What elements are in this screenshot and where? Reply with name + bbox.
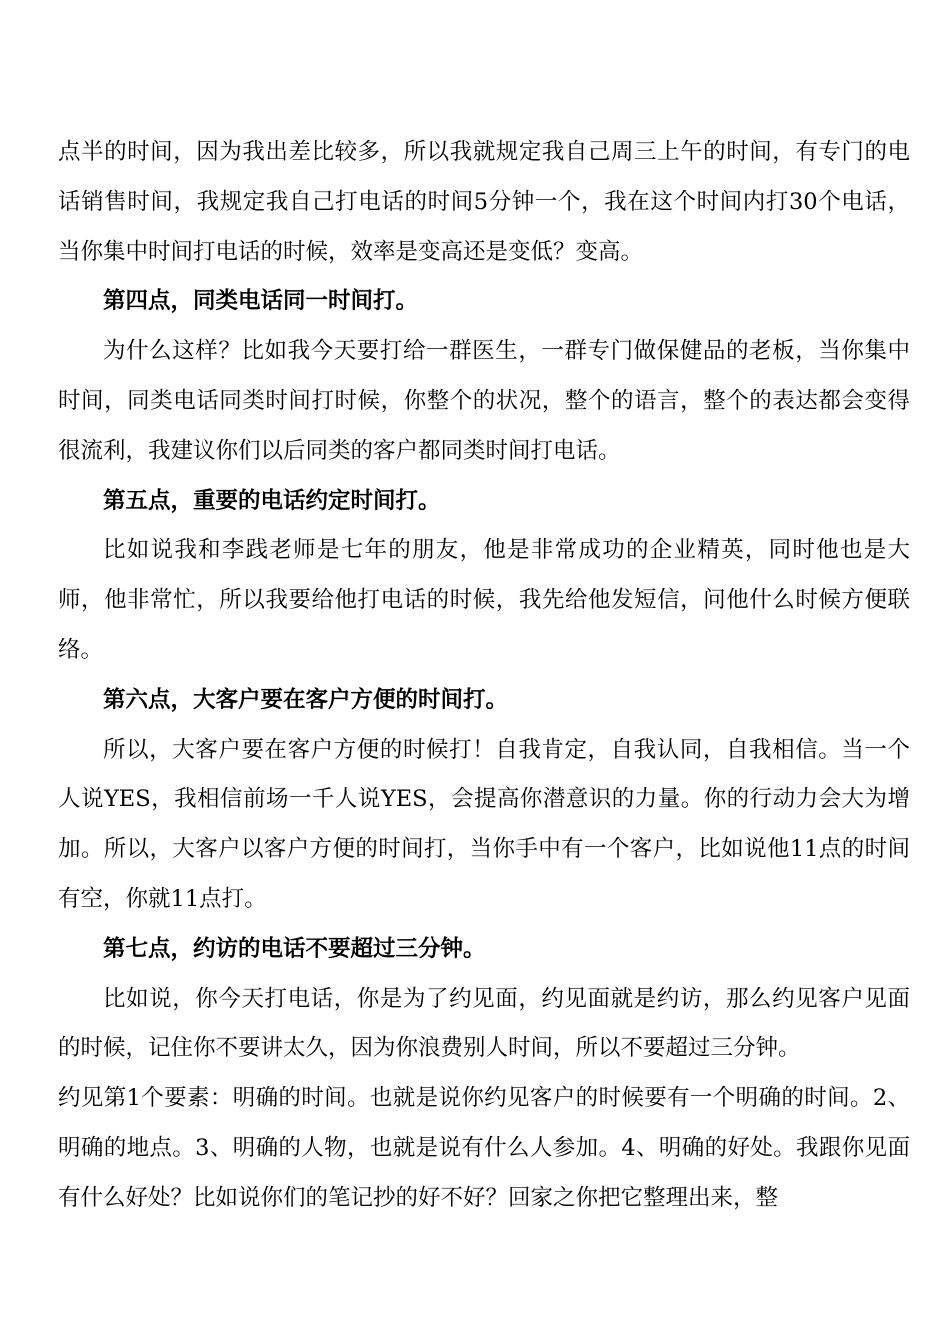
paragraph-continued-1: 点半的时间，因为我出差比较多，所以我就规定我自己周三上午的时间，有专门的电话销售时间，我规定我自己打电话的时间5分钟一个，我在这个时间内打30个电话，当你集中时间打电话的时候，效率是变高还是变低？变高。 <box>58 139 910 265</box>
section-heading-5: 第五点，重要的电话约定时间打。 <box>103 487 441 514</box>
section-heading-4: 第四点，同类电话同一时间打。 <box>103 288 419 315</box>
section-heading-7: 第七点，约访的电话不要超过三分钟。 <box>103 935 486 962</box>
paragraph-section-4: 为什么这样？比如我今天要打给一群医生，一群专门做保健品的老板，当你集中时间，同类电话同类时间打时候，你整个的状况，整个的语言，整个的表达都会变得很流利，我建议你们以后同类的客户都同类时间打电话。 <box>58 338 910 464</box>
paragraph-section-7: 比如说，你今天打电话，你是为了约见面，约见面就是约访，那么约见客户见面的时候，记住你不要讲太久，因为你浪费别人时间，所以不要超过三分钟。 <box>58 985 910 1062</box>
paragraph-meeting-elements: 约见第1个要素：明确的时间。也就是说你约见客户的时候要有一个明确的时间。2、明确的地点。3、明确的人物，也就是说有什么人参加。4、明确的好处。我跟你见面有什么好处？比如说你们的笔记抄的好不好？回家之你把它整理出来，整 <box>58 1085 910 1211</box>
document-body <box>58 128 910 1224</box>
paragraph-section-5: 比如说我和李践老师是七年的朋友，他是非常成功的企业精英，同时他也是大师，他非常忙，所以我要给他打电话的时候，我先给他发短信，问他什么时候方便联络。 <box>58 537 910 663</box>
section-heading-6: 第六点，大客户要在客户方便的时间打。 <box>103 686 509 713</box>
paragraph-section-6: 所以，大客户要在客户方便的时候打！自我肯定，自我认同，自我相信。当一个人说YES，我相信前场一千人说YES，会提高你潜意识的力量。你的行动力会大为增加。所以，大客户以客户方便的时间打，当你手中有一个客户，比如说他11点的时间有空，你就11点打。 <box>58 736 910 912</box>
